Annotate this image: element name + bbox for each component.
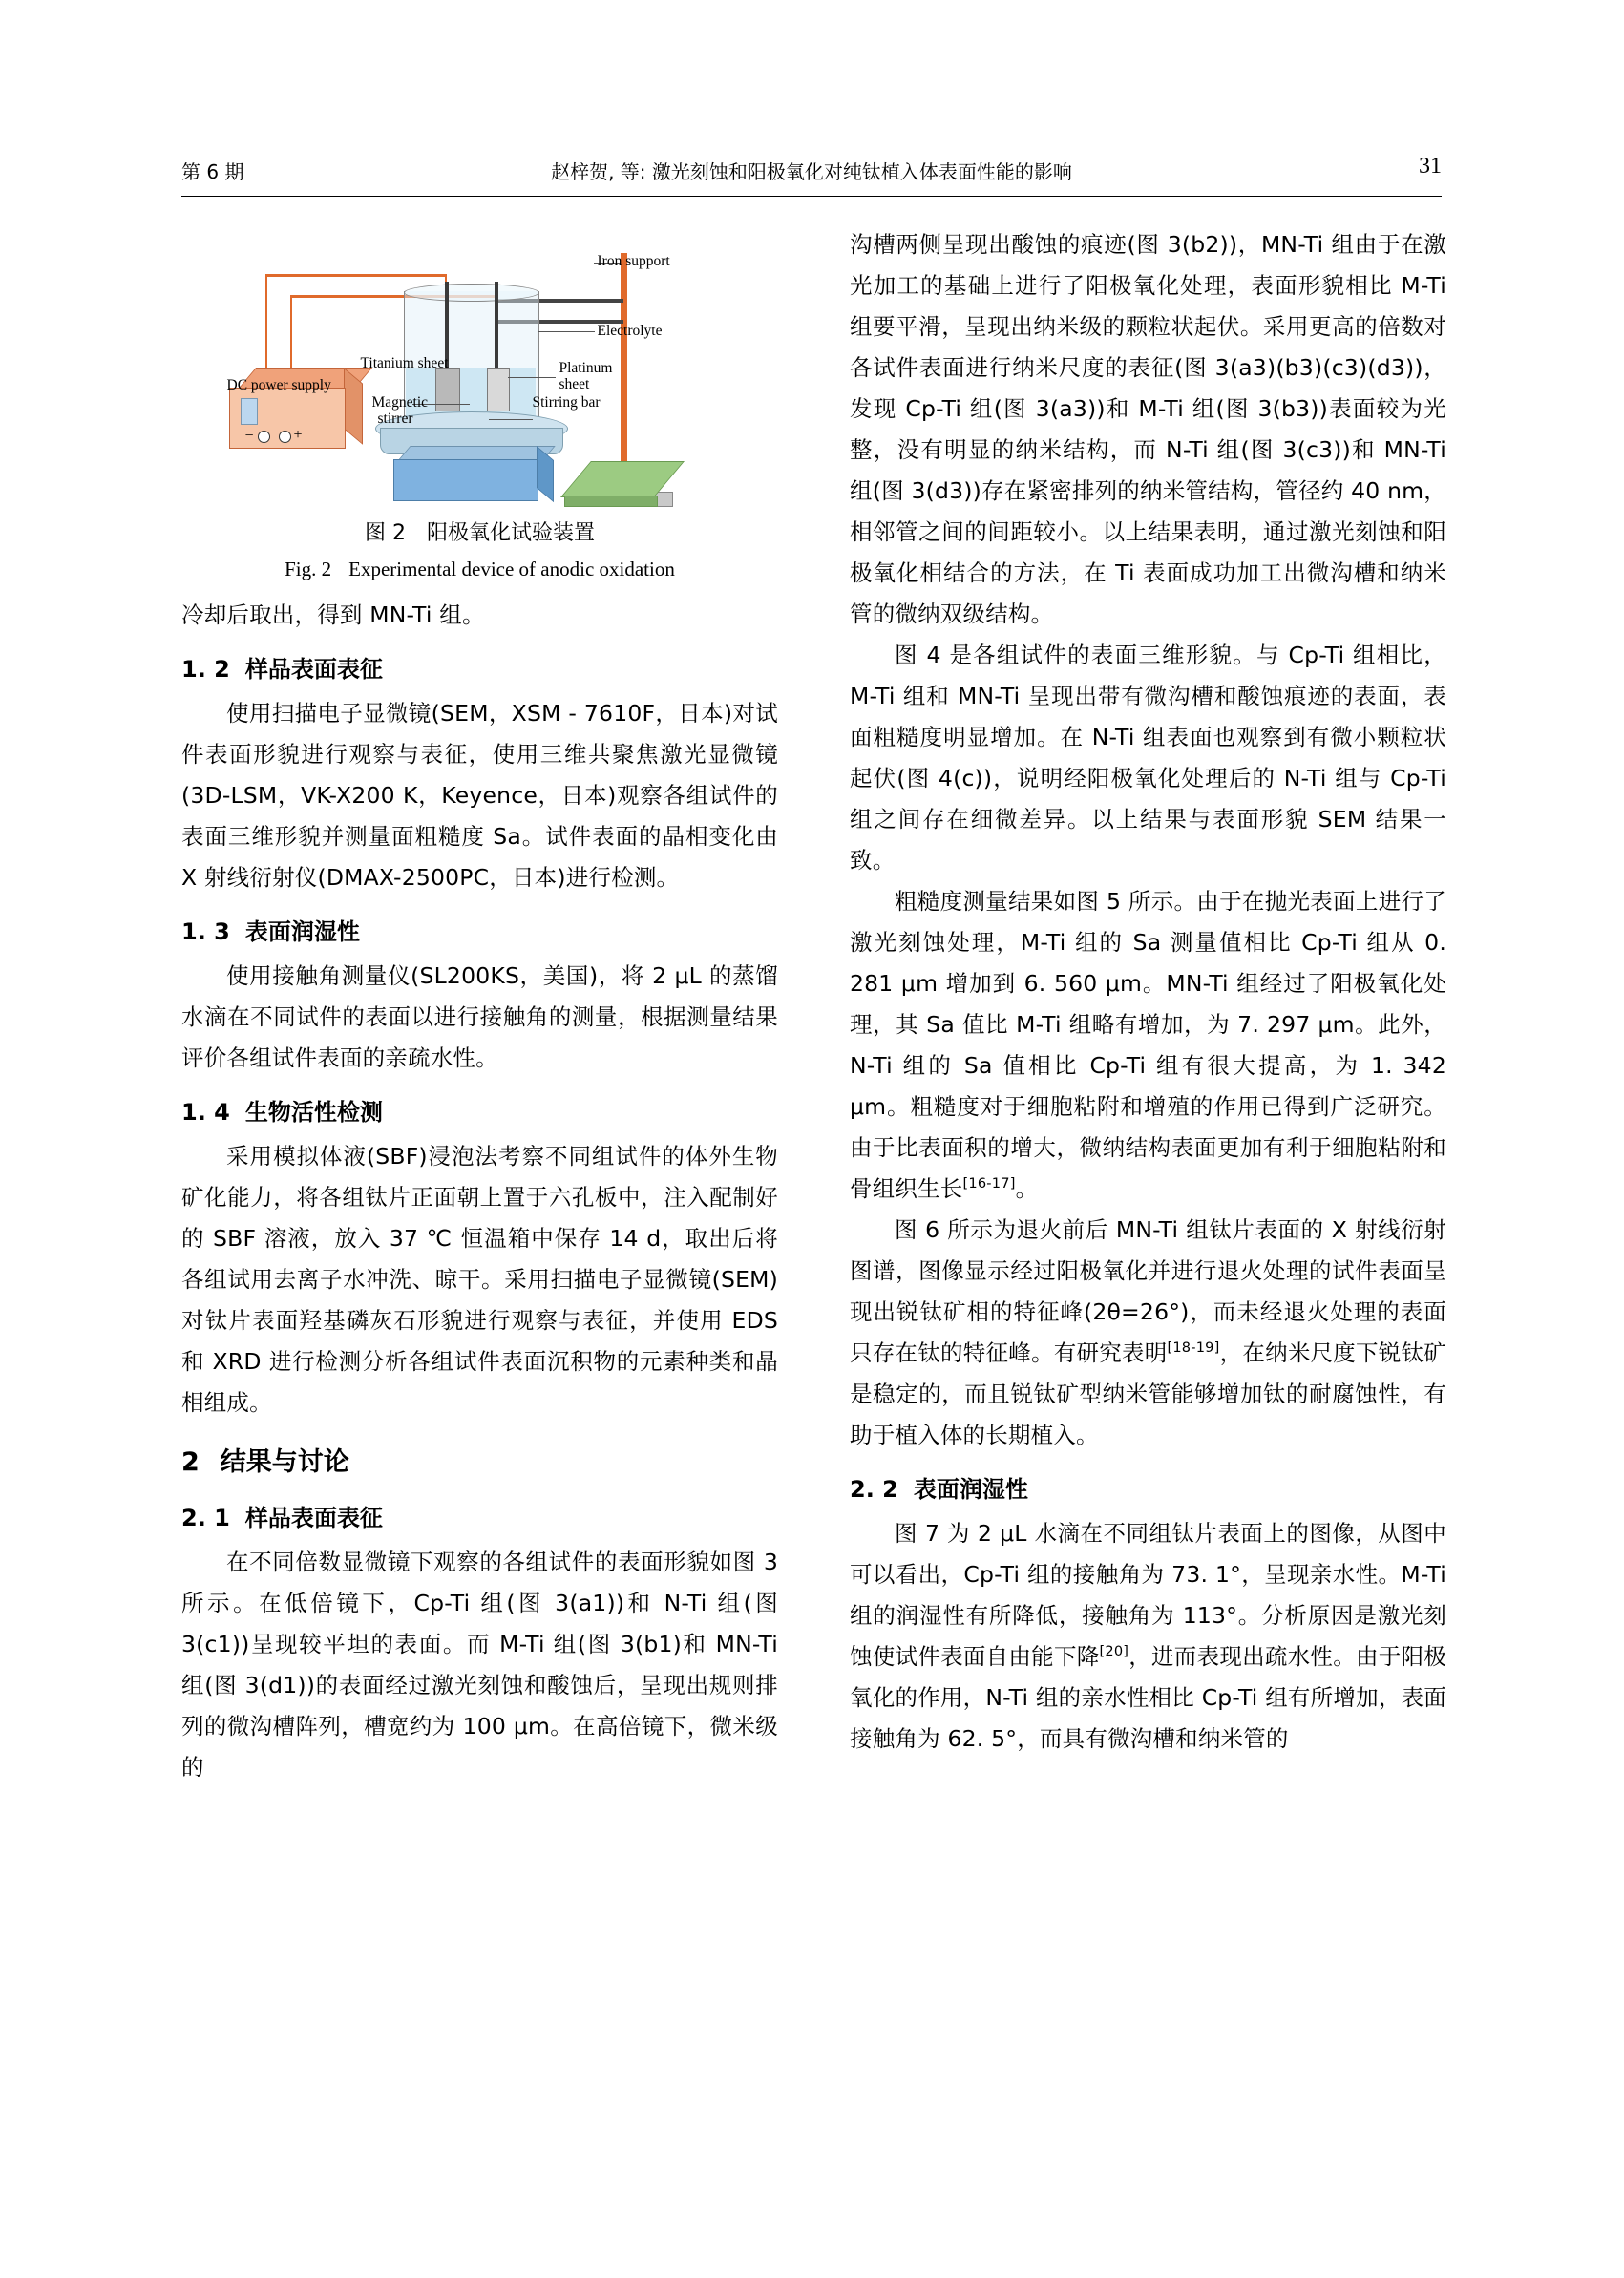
wire-top-left	[265, 274, 447, 277]
leader-stirbar	[489, 419, 533, 420]
right-column	[850, 224, 1446, 1760]
label-dc-power-supply: DC power supply	[226, 377, 331, 393]
heading-2-1-text: 样品表面表征	[244, 1505, 383, 1531]
dc-power-supply-display	[241, 398, 258, 425]
paragraph-figure-5	[850, 881, 1446, 1210]
running-title: 赵梓贺, 等: 激光刻蚀和阳极氧化对纯钛植入体表面性能的影响	[551, 160, 1072, 183]
figure-2-caption-cn	[181, 517, 778, 551]
stirrer-controller-face	[393, 459, 538, 501]
iron-support-pole	[621, 253, 627, 494]
heading-2-1	[181, 1498, 778, 1538]
heading-1-3	[181, 912, 778, 952]
label-platinum-sheet-line2: sheet	[559, 376, 590, 392]
paragraph-figure-5-body: 粗糙度测量结果如图 5 所示。由于在抛光表面上进行了激光刻蚀处理，M-Ti 组的 Sa 测量值相比 Cp-Ti 组从 0. 281 μm 增加到 6. 560 μm。MN-Ti 组经过了阳极氧化处理，其 Sa 值比 M-Ti 组略有增加，为 7. 297 μm。此外，N-Ti 组的 Sa 值相比 Cp-Ti 组有很大提高，为 1. 342 μm。粗糙度对于细胞粘附和增殖的作用已得到广泛研究。由于比表面积的增大，微纳结构表面更加有利于细胞粘附和骨组织生长	[850, 888, 1446, 1202]
paragraph-2-2-part-a: 图 7 为 2 μL 水滴在不同组钛片表面上的图像，从图中可以看出，Cp-Ti 组的接触角为 73. 1°，呈现亲水性。M-Ti 组的润湿性有所降低，接触角为 113°。分析原因是激光刻蚀使试件表面自由能下降	[850, 1520, 1446, 1670]
paragraph-after-figure: 冷却后取出，得到 MN-Ti 组。	[181, 601, 485, 628]
figure-2-caption-cn-text: 阳极氧化试验装置	[426, 521, 595, 545]
paragraph-figure-4: 图 4 是各组试件的表面三维形貌。与 Cp-Ti 组相比，M-Ti 组和 MN-Ti 呈现出带有微沟槽和酸蚀痕迹的表面，表面粗糙度明显增加。在 N-Ti 组表面也观察到有微小颗粒状起伏(图 4(c))，说明经阳极氧化处理后的 N-Ti 组与 Cp-Ti 组之间存在细微差异。以上结果与表面形貌 SEM 结果一致。	[850, 642, 1446, 874]
heading-1-4	[181, 1092, 778, 1132]
paragraph-2-2-part-b: ，进而表现出疏水性。由于阳极氧化的作用，N-Ti 组的亲水性相比 Cp-Ti 组有所增加，表面接触角为 62. 5°，而具有微沟槽和纳米管的	[850, 1643, 1446, 1752]
leader-electrolyte	[538, 331, 595, 332]
paragraph-figure-6-part-a: 图 6 所示为退火前后 MN-Ti 组钛片表面的 X 射线衍射图谱，图像显示经过阳极氧化并进行退火处理的试件表面呈现出锐钛矿相的特征峰(2θ=26°)，而未经退火处理的表面只存在钛的特征峰。有研究表明	[850, 1216, 1446, 1366]
paragraph-right-top: 沟槽两侧呈现出酸蚀的痕迹(图 3(b2))，MN-Ti 组由于在激光加工的基础上进行了阳极氧化处理，表面形貌相比 M-Ti 组要平滑，呈现出纳米级的颗粒状起伏。采用更高的倍数对各试件表面进行纳米尺度的表征(图 3(a3)(b3)(c3)(d3))，发现 Cp-Ti 组(图 3(a3))和 M-Ti 组(图 3(b3))表面较为光整，没有明显的纳米结构，而 N-Ti 组(图 3(c3))和 MN-Ti 组(图 3(d3))存在紧密排列的纳米管结构，管径约 40 nm，相邻管之间的间距较小。以上结果表明，通过激光刻蚀和阳极氧化相结合的方法，在 Ti 表面成功加工出微沟槽和纳米管的微纳双级结构。	[850, 231, 1446, 627]
label-electrolyte: Electrolyte	[597, 323, 663, 339]
running-head	[181, 153, 1442, 191]
label-magnetic-line1: Magnetic	[371, 394, 429, 411]
terminal-negative-label: −	[244, 428, 254, 444]
heading-2-2-text: 表面润湿性	[913, 1476, 1028, 1503]
header-rule	[181, 196, 1442, 197]
heading-1-3-number: 1. 3	[181, 918, 230, 945]
green-plate-front	[564, 496, 658, 507]
heading-2-text: 结果与讨论	[220, 1447, 349, 1477]
label-platinum-sheet-line1: Platinum	[559, 360, 613, 376]
terminal-positive-label: +	[293, 427, 303, 443]
heading-1-4-number: 1. 4	[181, 1099, 230, 1126]
label-magnetic-line2: stirrer	[377, 411, 413, 427]
heading-2-2	[850, 1469, 1446, 1509]
citation-16-17: [16-17]	[962, 1175, 1016, 1192]
page-number: 31	[1419, 154, 1442, 179]
citation-18-19: [18-19]	[1167, 1339, 1220, 1357]
paragraph-1-2: 使用扫描电子显微镜(SEM，XSM - 7610F，日本)对试件表面形貌进行观察与表征，使用三维共聚焦激光显微镜(3D-LSM，VK-X200 K，Keyence，日本)观察各组试件的表面三维形貌并测量面粗糙度 Sa。试件表面的晶相变化由 X 射线衍射仪(DMAX-2500PC，日本)进行检测。	[181, 700, 778, 891]
heading-2-number: 2	[181, 1447, 200, 1477]
heading-1-2-text: 样品表面表征	[244, 656, 383, 683]
figure-2-caption-cn-label: 图 2	[364, 521, 406, 545]
citation-20: [20]	[1099, 1643, 1129, 1660]
heading-2-1-number: 2. 1	[181, 1505, 230, 1531]
figure-2-caption-en-label: Fig. 2	[285, 558, 332, 580]
heading-1-2	[181, 649, 778, 689]
figure-2	[181, 224, 778, 585]
dc-power-supply-knob-negative	[258, 431, 270, 443]
paragraph-1-4: 采用模拟体液(SBF)浸泡法考察不同组试件的体外生物矿化能力，将各组钛片正面朝上置于六孔板中，注入配制好的 SBF 溶液，放入 37 ℃ 恒温箱中保存 14 d，取出后将各组试用去离子水冲洗、晾干。采用扫描电子显微镜(SEM)对钛片表面羟基磷灰石形貌进行观察与表征，并使用 EDS 和 XRD 进行检测分析各组试件表面沉积物的元素种类和晶相组成。	[181, 1143, 778, 1416]
column-layout	[181, 224, 1446, 2134]
figure-2-caption-en-text: Experimental device of anodic oxidation	[348, 558, 675, 580]
paragraph-2-1: 在不同倍数显微镜下观察的各组试件的表面形貌如图 3 所示。在低倍镜下，Cp-Ti 组(图 3(a1))和 N-Ti 组(图 3(c1))呈现较平坦的表面。而 M-Ti 组(图 3(b1)和 MN-Ti 组(图 3(d1))的表面经过激光刻蚀和酸蚀后，呈现出规则排列的微沟槽阵列，槽宽约为 100 μm。在高倍镜下，微米级的	[181, 1549, 778, 1781]
dc-power-supply-knob-positive	[279, 431, 291, 443]
issue-number: 第 6 期	[181, 160, 244, 183]
paragraph-1-3: 使用接触角测量仪(SL200KS，美国)，将 2 μL 的蒸馏水滴在不同试件的表面以进行接触角的测量，根据测量结果评价各组试件表面的亲疏水性。	[181, 962, 778, 1071]
heading-2	[181, 1441, 778, 1485]
label-stirring-bar: Stirring bar	[532, 394, 601, 411]
titanium-sheet	[435, 368, 460, 411]
paragraph-figure-6-part-b: ，在纳米尺度下锐钛矿是稳定的，而且锐钛矿型纳米管能够增加钛的耐腐蚀性，有助于植入体的长期植入。	[850, 1339, 1446, 1448]
heading-2-2-number: 2. 2	[850, 1476, 898, 1503]
paragraph-2-2	[850, 1513, 1446, 1760]
paragraph-figure-5-tail: 。	[1015, 1175, 1039, 1202]
figure-2-caption-en	[181, 553, 778, 585]
label-titanium-sheet: Titanium sheet	[360, 355, 449, 371]
left-column	[181, 224, 778, 1788]
leader-pt	[508, 377, 556, 378]
beaker-rim	[404, 284, 539, 302]
heading-1-2-number: 1. 2	[181, 656, 230, 683]
platinum-sheet	[487, 368, 510, 411]
heading-1-3-text: 表面润湿性	[244, 918, 360, 945]
heading-1-4-text: 生物活性检测	[244, 1099, 383, 1126]
figure-2-schematic	[208, 224, 752, 511]
label-iron-support: Iron support	[597, 253, 670, 269]
paragraph-figure-6	[850, 1210, 1446, 1456]
